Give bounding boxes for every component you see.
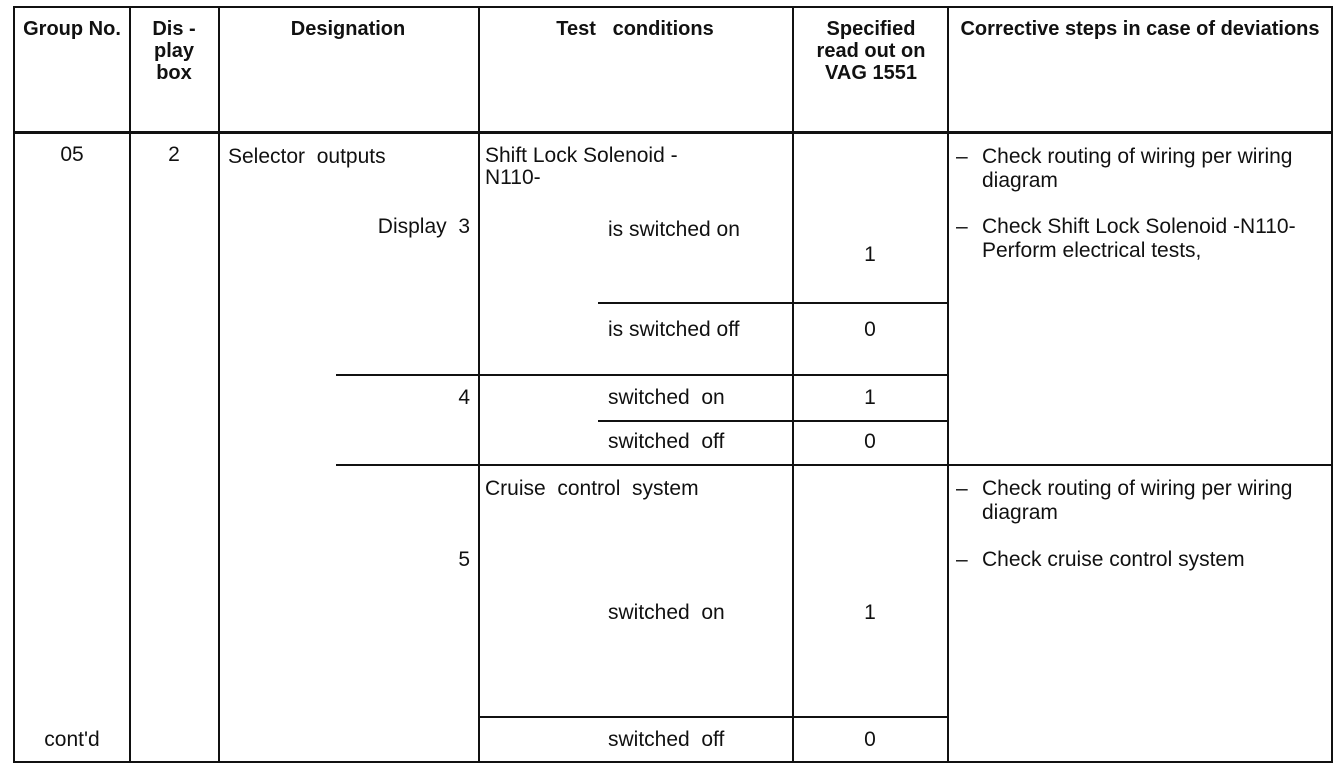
corrective-step-text: Check Shift Lock Solenoid -N110- Perform electrical tests, <box>982 215 1296 262</box>
corrective-step <box>956 215 1326 293</box>
header-display-box: Dis - play box <box>152 18 196 84</box>
header-specified-readout: Specified read out on VAG 1551 <box>816 18 926 84</box>
bottom-border <box>13 761 1333 763</box>
readout-d4-on: 1 <box>864 386 876 409</box>
designation-display-4: 4 <box>458 386 470 409</box>
test-cruise-control: Cruise control system <box>485 477 699 500</box>
left-border <box>13 6 15 763</box>
col-divider-display <box>218 6 220 763</box>
corrective-step <box>956 145 1326 197</box>
readout-d3-off: 0 <box>864 318 876 341</box>
header-bottom-border <box>13 131 1333 134</box>
rule-display3-4 <box>336 374 949 376</box>
designation-display-3: Display 3 <box>377 215 470 238</box>
rule-d3-on-off <box>598 302 949 304</box>
corrective-step-text: Check routing of wiring per wiring diagram <box>982 477 1293 524</box>
col-divider-group <box>129 6 131 763</box>
designation-label: Selector outputs <box>228 145 386 168</box>
top-border <box>13 6 1333 8</box>
corrective-step <box>956 548 1326 576</box>
test-d5-switched-off: switched off <box>608 728 725 751</box>
corrective-step-text: Check cruise control system <box>982 548 1245 571</box>
header-test-conditions: Test conditions <box>556 18 714 40</box>
readout-d5-on: 1 <box>864 601 876 624</box>
dash-marker: – <box>956 477 968 500</box>
readout-d5-off: 0 <box>864 728 876 751</box>
right-border <box>1331 6 1333 763</box>
rule-display4-5 <box>336 464 1333 466</box>
test-shift-lock: Shift Lock Solenoid - N110- <box>485 144 678 189</box>
dash-marker: – <box>956 215 968 238</box>
group-contd: cont'd <box>44 728 100 751</box>
header-corrective-steps: Corrective steps in case of deviations <box>960 18 1320 40</box>
designation-display-5: 5 <box>458 548 470 571</box>
rule-d5-on-off <box>478 716 949 718</box>
rule-d4-on-off <box>598 420 949 422</box>
dash-marker: – <box>956 145 968 168</box>
readout-d4-off: 0 <box>864 430 876 453</box>
display-box-number: 2 <box>168 143 180 166</box>
corrective-step-text: Check routing of wiring per wiring diagram <box>982 145 1293 192</box>
test-d3-is-switched-on: is switched on <box>608 218 740 241</box>
test-d4-switched-on: switched on <box>608 386 725 409</box>
col-divider-test <box>792 6 794 763</box>
header-group-no: Group No. <box>23 18 121 40</box>
group-number: 05 <box>60 143 84 166</box>
col-divider-designation <box>478 6 480 763</box>
readout-d3-on: 1 <box>864 243 876 266</box>
header-designation: Designation <box>290 18 406 40</box>
dash-marker: – <box>956 548 968 571</box>
test-d3-is-switched-off: is switched off <box>608 318 740 341</box>
corrective-step <box>956 477 1326 529</box>
test-d4-switched-off: switched off <box>608 430 725 453</box>
col-divider-specified <box>947 6 949 763</box>
test-d5-switched-on: switched on <box>608 601 725 624</box>
